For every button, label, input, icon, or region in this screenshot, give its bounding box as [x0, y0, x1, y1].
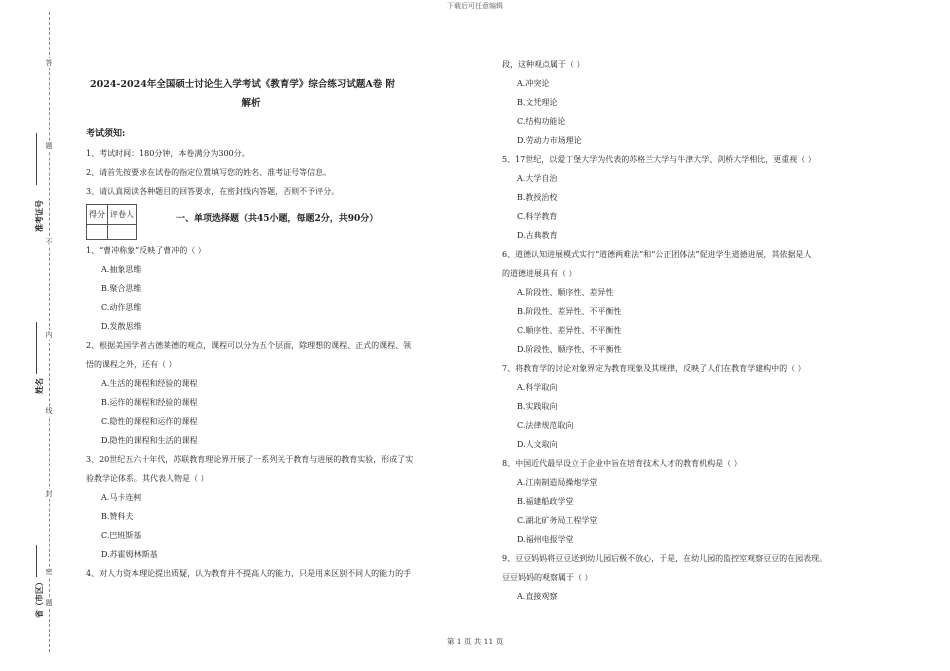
answer-option[interactable]: B.实践取向 — [517, 402, 558, 411]
answer-option[interactable]: C.巴班斯基 — [101, 531, 142, 540]
doc-title: 2024-2024年全国硕士讨论生入学考试《教育学》综合练习试题A卷 附 — [90, 79, 396, 90]
page-footer: 第 1 页 共 11 页 — [446, 637, 504, 646]
exam-number-line — [36, 133, 37, 185]
question-stem: 的道德进展具有（ ） — [502, 269, 577, 278]
name-line — [36, 322, 37, 374]
notice-item: 3、请认真阅读各种题目的回答要求，在密封线内答题，否则不予评分。 — [86, 187, 340, 196]
question-stem: 5、17世纪，以爱丁堡大学为代表的苏格兰大学与牛津大学、剑桥大学相比，更重视（ ） — [502, 155, 816, 164]
question — [502, 359, 912, 454]
answer-option[interactable]: A.生活的课程和经验的课程 — [101, 379, 198, 388]
answer-option[interactable]: A.抽象思维 — [101, 265, 142, 274]
answer-option[interactable]: A.阶段性、顺序性、差异性 — [517, 288, 614, 297]
province-label: 省（市区） — [34, 578, 44, 618]
question — [502, 549, 912, 606]
notice-item: 2、请首先按要求在试卷的指定位置填写您的姓名、准考证号等信息。 — [86, 168, 332, 177]
score-header: 得分 — [87, 205, 108, 225]
question-stem: 验教学论体系。其代表人物是（ ） — [86, 474, 209, 483]
answer-option[interactable]: D.古典教育 — [517, 231, 558, 240]
right-question-list — [502, 55, 912, 606]
question-stem: 2、根据美国学者古德莱德的观点，课程可以分为五个层面，除理想的课程、正式的课程、领 — [86, 341, 412, 350]
top-note: 下载后可任意编辑 — [447, 2, 503, 10]
answer-option[interactable]: D.阶段性、顺序性、不平衡性 — [517, 345, 622, 354]
question-stem: 1、“曹冲称象”反映了曹冲的（ ） — [86, 246, 206, 255]
answer-option[interactable]: A.江南制造局操炮学堂 — [517, 478, 598, 487]
question-stem: 悟的课程之外，还有（ ） — [86, 360, 177, 369]
answer-option[interactable]: C.动作思维 — [101, 303, 142, 312]
question — [86, 336, 486, 450]
question-stem: 3、20世纪五六十年代，苏联教育理论界开展了一系列关于教育与进展的教育实验，形成了实 — [86, 455, 414, 464]
question-stem: 豆豆妈妈的观察属于（ ） — [502, 573, 593, 582]
exam-number-label: 准考证号 — [34, 200, 44, 232]
answer-option[interactable]: C.科学教育 — [517, 212, 558, 221]
answer-option[interactable]: C.顺序性、差异性、不平衡性 — [517, 326, 622, 335]
doc-title-cont: 解析 — [241, 98, 261, 109]
answer-option[interactable]: D.人文取向 — [517, 440, 558, 449]
section-title: 一、单项选择题（共45小题，每题2分，共90分） — [176, 214, 379, 224]
seal-mark: 不 — [45, 238, 53, 246]
seal-mark: 线 — [45, 407, 53, 415]
question — [86, 564, 486, 583]
answer-option[interactable]: C.隐性的课程和运作的课程 — [101, 417, 198, 426]
province-line — [36, 545, 37, 577]
binding-strip — [0, 0, 66, 671]
answer-option[interactable]: B.赞科夫 — [101, 512, 134, 521]
answer-option[interactable]: A.直接观察 — [517, 592, 558, 601]
question — [86, 450, 486, 564]
grader-header: 评卷人 — [108, 205, 137, 225]
answer-option[interactable]: A.冲突论 — [517, 79, 550, 88]
answer-option[interactable]: C.法律规范取向 — [517, 421, 574, 430]
grader-cell[interactable] — [108, 225, 137, 240]
seal-mark: 题 — [45, 599, 53, 607]
answer-option[interactable]: B.福建船政学堂 — [517, 497, 574, 506]
answer-option[interactable]: B.运作的课程和经验的课程 — [101, 398, 198, 407]
question-stem: 段，这种观点属于（ ） — [502, 60, 585, 69]
answer-option[interactable]: C.湖北矿务局工程学堂 — [517, 516, 598, 525]
answer-option[interactable]: D.隐性的课程和生活的课程 — [101, 436, 198, 445]
answer-option[interactable]: A.马卡连柯 — [101, 493, 142, 502]
answer-option[interactable]: A.大学自治 — [517, 174, 558, 183]
answer-option[interactable]: D.发散思维 — [101, 322, 142, 331]
answer-option[interactable]: D.劳动力市场理论 — [517, 136, 582, 145]
seal-mark: 答 — [45, 59, 53, 67]
name-label: 姓名 — [34, 378, 44, 394]
question-stem: 8、中国近代最早设立于企业中旨在培育技术人才的教育机构是（ ） — [502, 459, 742, 468]
question — [502, 55, 912, 150]
score-table — [86, 204, 137, 240]
answer-option[interactable]: D.福州电报学堂 — [517, 535, 574, 544]
answer-option[interactable]: B.教授治校 — [517, 193, 558, 202]
seal-mark: 题 — [45, 142, 53, 150]
seal-mark: 内 — [45, 331, 53, 339]
question-stem: 9、豆豆妈妈将豆豆送到幼儿园后极不放心，于是，在幼儿园的监控室观察豆豆的在园表现。 — [502, 554, 828, 563]
left-question-list — [86, 241, 486, 583]
answer-option[interactable]: A.科学取向 — [517, 383, 558, 392]
question — [502, 245, 912, 359]
answer-option[interactable]: B.阶段性、差异性、不平衡性 — [517, 307, 622, 316]
seal-mark: 封 — [45, 490, 53, 498]
score-row — [86, 202, 486, 236]
question-stem: 7、将教育学的讨论对象界定为教育现象及其规律，反映了人们在教育学建构中的（ ） — [502, 364, 806, 373]
score-cell[interactable] — [87, 225, 108, 240]
answer-option[interactable]: B.聚合思维 — [101, 284, 142, 293]
question-stem: 6、道德认知进展模式实行“道德两难法”和“公正团体法”促进学生道德进展，其依据是人 — [502, 250, 812, 259]
answer-option[interactable]: B.文凭理论 — [517, 98, 558, 107]
answer-option[interactable]: C.结构功能论 — [517, 117, 566, 126]
left-column — [86, 75, 486, 583]
question-stem: 4、对人力资本理论提出质疑，认为教育并不提高人的能力，只是用来区别不同人的能力的手 — [86, 569, 412, 578]
question — [502, 150, 912, 245]
seal-mark: 密 — [45, 568, 53, 576]
question — [86, 241, 486, 336]
right-column — [502, 55, 912, 606]
question — [502, 454, 912, 549]
notice-heading: 考试须知: — [86, 129, 126, 139]
answer-option[interactable]: D.苏霍姆林斯基 — [101, 550, 158, 559]
notice-item: 1、考试时间：180分钟，本卷满分为300分。 — [86, 149, 250, 158]
